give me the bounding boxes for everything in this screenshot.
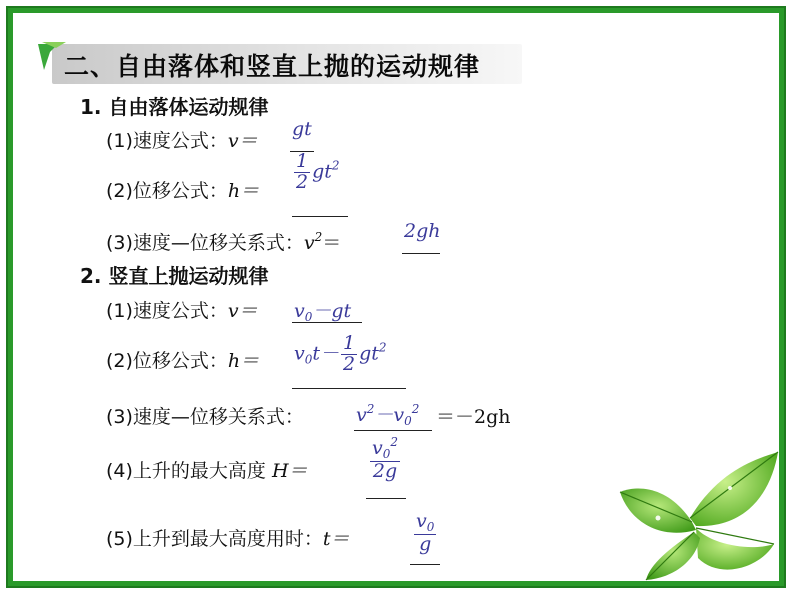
s2-item4-H: H＝ bbox=[271, 460, 308, 482]
s2-item5-t: t＝ bbox=[322, 528, 350, 550]
s2-item2-fraction bbox=[341, 334, 357, 375]
s2-item4 bbox=[106, 456, 308, 483]
s2-item1-v: v bbox=[294, 300, 305, 322]
s2-item2-sub: 0 bbox=[304, 352, 313, 367]
s1-item2-answer bbox=[292, 152, 340, 193]
s1-item1-label: (1)速度公式： bbox=[106, 130, 228, 152]
s1-item3-eq: ＝ bbox=[322, 232, 342, 254]
s1-item3-blank bbox=[402, 253, 440, 254]
s1-item1 bbox=[106, 126, 258, 153]
s2-item4-num-sub: 0 bbox=[382, 447, 391, 461]
s2-item3-sub: 0 bbox=[404, 414, 412, 428]
s1-item2-blank bbox=[292, 216, 348, 217]
s2-item2-den: 2 bbox=[343, 352, 356, 375]
s2-item5-fraction bbox=[414, 512, 436, 555]
s2-item5-blank bbox=[410, 564, 440, 565]
s2-item1-lhs: v＝ bbox=[227, 300, 258, 322]
s1-item2-label: (2)位移公式： bbox=[106, 180, 228, 202]
s2-item3-answer bbox=[356, 400, 419, 428]
s1-item1-lhs: v＝ bbox=[227, 130, 258, 152]
s2-item3-exp: 2 bbox=[366, 402, 375, 416]
s2-item2-answer bbox=[294, 334, 387, 375]
s2-item4-den: 2g bbox=[372, 459, 398, 482]
s2-item3-exp2: 2 bbox=[411, 402, 420, 416]
s2-item2-exp: 2 bbox=[378, 340, 387, 355]
s2-item1 bbox=[106, 296, 258, 323]
s2-item4-fraction bbox=[370, 436, 400, 482]
s2-item2-label: (2)位移公式： bbox=[106, 350, 228, 372]
s2-item2 bbox=[106, 346, 259, 373]
s1-item2-num: 1 bbox=[296, 150, 309, 172]
s2-item5-label: (5)上升到最大高度用时： bbox=[106, 528, 323, 550]
s2-item4-answer bbox=[368, 436, 402, 482]
s2-item1-answer bbox=[294, 296, 351, 324]
s2-item4-num bbox=[370, 436, 400, 462]
s1-item3-answer: 2gh bbox=[404, 220, 441, 242]
s1-item3-lhs-v: v bbox=[303, 232, 315, 254]
s1-item2-den: 2 bbox=[296, 170, 309, 193]
s2-item5-num-sub: 0 bbox=[426, 520, 435, 534]
s2-item3-minus: －v bbox=[374, 404, 405, 426]
s2-item2-lhs: h＝ bbox=[227, 350, 260, 372]
page-title: 二、自由落体和竖直上抛的运动规律 bbox=[64, 52, 481, 81]
s1-item3-label: (3)速度—位移关系式： bbox=[106, 232, 304, 254]
s2-item3 bbox=[106, 402, 304, 429]
s1-item2 bbox=[106, 176, 259, 203]
s2-item4-num-exp: 2 bbox=[390, 435, 399, 449]
s1-item3 bbox=[106, 228, 341, 255]
s2-item5-answer bbox=[412, 512, 438, 555]
s1-item2-fraction bbox=[294, 152, 310, 193]
leaves-decoration-icon bbox=[600, 448, 780, 584]
s2-item4-label: (4)上升的最大高度 bbox=[106, 460, 266, 482]
s1-item2-exp: 2 bbox=[331, 158, 340, 173]
s2-item5-num bbox=[414, 512, 436, 535]
s1-item2-lhs: h＝ bbox=[227, 180, 260, 202]
s2-item1-rest: －gt bbox=[312, 300, 352, 322]
section1-heading: 1. 自由落体运动规律 bbox=[80, 95, 269, 119]
s2-item1-sub: 0 bbox=[304, 310, 313, 324]
s2-item3-blank bbox=[354, 430, 432, 431]
s1-item1-answer: gt bbox=[292, 118, 312, 140]
s2-item2-num: 1 bbox=[343, 332, 356, 354]
s2-item3-label: (3)速度—位移关系式： bbox=[106, 406, 304, 428]
s2-item2-v: v bbox=[294, 342, 305, 365]
s2-item5-num-v: v bbox=[416, 510, 427, 532]
s2-item3-rhs: ＝－2gh bbox=[436, 406, 511, 428]
s2-item5 bbox=[106, 524, 350, 551]
s1-item3-lhs-exp: 2 bbox=[314, 230, 323, 244]
s2-item2-rest: gt bbox=[359, 342, 379, 365]
section2-heading: 2. 竖直上抛运动规律 bbox=[80, 264, 269, 288]
s2-item4-blank bbox=[366, 498, 406, 499]
s2-item1-blank bbox=[292, 322, 362, 323]
s2-item3-v: v bbox=[356, 404, 367, 426]
s1-item2-rest: gt bbox=[312, 160, 332, 183]
s2-item2-blank bbox=[292, 388, 406, 389]
s2-item1-label: (1)速度公式： bbox=[106, 300, 228, 322]
s2-item4-num-v: v bbox=[372, 437, 383, 459]
s2-item5-den: g bbox=[419, 532, 432, 555]
s2-item2-t: t－ bbox=[312, 342, 340, 365]
